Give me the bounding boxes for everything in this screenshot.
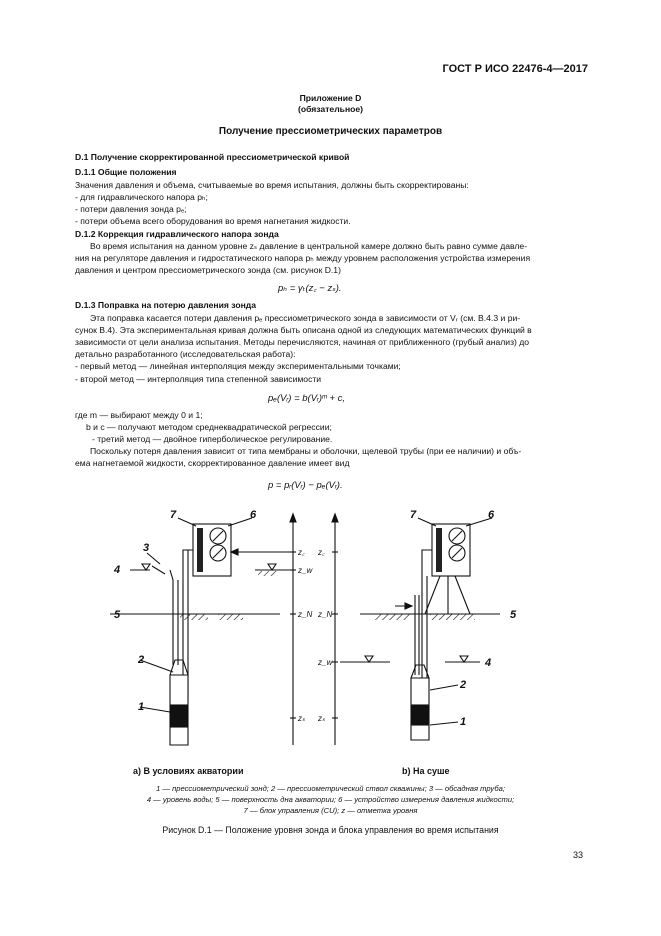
- label-6-right: 6: [488, 509, 495, 521]
- d13-last-1: Поскольку потеря давления зависит от типа мембраны и оболочки, щелевой трубы (при ее наличии) и объ-: [90, 446, 522, 456]
- annex-heading: Получение прессиометрических параметров: [218, 126, 443, 137]
- caption-b: b) На суше: [402, 766, 450, 776]
- section-d1-heading: D.1 Получение скорректированной прессиометрической кривой: [75, 152, 350, 162]
- d12-line-1: Во время испытания на данном уровне zₛ давление в центральной камере должно быть равно сумме давле-: [90, 241, 528, 251]
- figure-caption: Рисунок D.1 — Положение уровня зонда и блока управления во время испытания: [162, 825, 499, 835]
- d12-line-3: давления и центром прессиометрического зонда (см. рисунок D.1): [75, 265, 341, 275]
- water-level-symbol-left: [142, 564, 150, 570]
- d12-line-2: ния на регуляторе давления и гидростатического напора pₕ между уровнем расположения устройства измерения: [75, 253, 531, 263]
- casing-head: [152, 566, 165, 574]
- standard-number: ГОСТ Р ИСО 22476-4—2017: [442, 63, 588, 75]
- d13-line-3: зависимости от цели анализа испытания. Методы перечисляются, начиная от приближенного (грубый анализ) до: [75, 337, 530, 347]
- d13-where-1: где m — выбирают между 0 и 1;: [75, 410, 203, 420]
- formula-pe: pₑ(Vᵣ) = b(Vᵣ)ᵐ + c,: [268, 393, 345, 404]
- section-d12-heading: D.1.2 Коррекция гидравлического напора зонда: [75, 229, 279, 239]
- axis-zc-right: z꜀: [318, 548, 325, 557]
- label-1-right: 1: [460, 716, 467, 728]
- label-6-left: 6: [250, 509, 257, 521]
- formula-p: p = pᵣ(Vᵣ) − pₑ(Vᵣ).: [268, 480, 343, 491]
- d11-item-3: - потери объема всего оборудования во время нагнетания жидкости.: [75, 216, 351, 226]
- figure-d1: [0, 500, 661, 785]
- d13-method-3: - третий метод — двойное гиперболическое регулирование.: [92, 434, 333, 444]
- label-2-left: 2: [138, 654, 145, 666]
- legend-line-1: 1 — прессиометрический зонд; 2 — прессиометрический ствол скважины; 3 — обсадная труба;: [156, 784, 505, 793]
- d11-item-2: - потери давления зонда pₑ;: [75, 204, 187, 214]
- d13-method-2: - второй метод — интерполяция типа степенной зависимости: [75, 374, 322, 384]
- label-5-left: 5: [114, 609, 121, 621]
- axis-zN-right: z_N: [318, 610, 333, 619]
- section-d13-heading: D.1.3 Поправка на потерю давления зонда: [75, 300, 257, 310]
- label-7-left: 7: [170, 509, 177, 521]
- label-2-right: 2: [460, 679, 467, 691]
- label-4-right: 4: [485, 657, 492, 669]
- axis-zc-left: z꜀: [298, 548, 305, 557]
- axis-zw-right: z_w: [318, 658, 333, 667]
- axis-zN-left: z_N: [298, 610, 313, 619]
- formula-ph: pₕ = γₜ(z꜀ − zₛ).: [278, 283, 342, 294]
- caption-a: a) В условиях акватории: [133, 766, 244, 776]
- annex-title: Приложение D: [299, 93, 362, 103]
- d13-line-2: сунок В.4). Эта экспериментальная кривая должна быть описана одной из следующих математических функций в: [75, 325, 532, 335]
- page-number: 33: [572, 850, 583, 860]
- annex-status: (обязательное): [297, 104, 364, 114]
- label-3: 3: [143, 542, 150, 554]
- axis-zs-left: zₛ: [298, 714, 305, 723]
- axis-zs-right: zₛ: [318, 714, 325, 723]
- legend-line-2: 4 — уровень воды; 5 — поверхность дна акватории; 6 — устройство измерения давления жидкости;: [146, 795, 515, 804]
- axis-zw-left: z_w: [298, 566, 313, 575]
- label-1-left: 1: [138, 701, 145, 713]
- section-d11-heading: D.1.1 Общие положения: [75, 167, 177, 177]
- d13-where-2: b и c — получают методом среднеквадратической регрессии;: [86, 422, 332, 432]
- d13-line-1: Эта поправка касается потери давления pₑ прессиометрического зонда в зависимости от Vᵣ (см. В.4.3 и ри-: [90, 313, 521, 323]
- d11-intro: Значения давления и объема, считываемые во время испытания, должны быть скорректированы:: [75, 180, 469, 190]
- d13-method-1: - первый метод — линейная интерполяция между экспериментальными точками;: [75, 361, 401, 371]
- legend-line-3: 7 — блок управления (CU); z — отметка уровня: [243, 806, 418, 815]
- label-4-left: 4: [114, 564, 121, 576]
- label-5-right: 5: [510, 609, 517, 621]
- d11-item-1: - для гидравлического напора pₕ;: [75, 192, 208, 202]
- label-7-right: 7: [410, 509, 417, 521]
- d13-line-4: детально разработанного (исследовательская работа):: [75, 349, 296, 359]
- d13-last-2: ема нагнетаемой жидкости, скорректированное давление имеет вид: [75, 458, 350, 468]
